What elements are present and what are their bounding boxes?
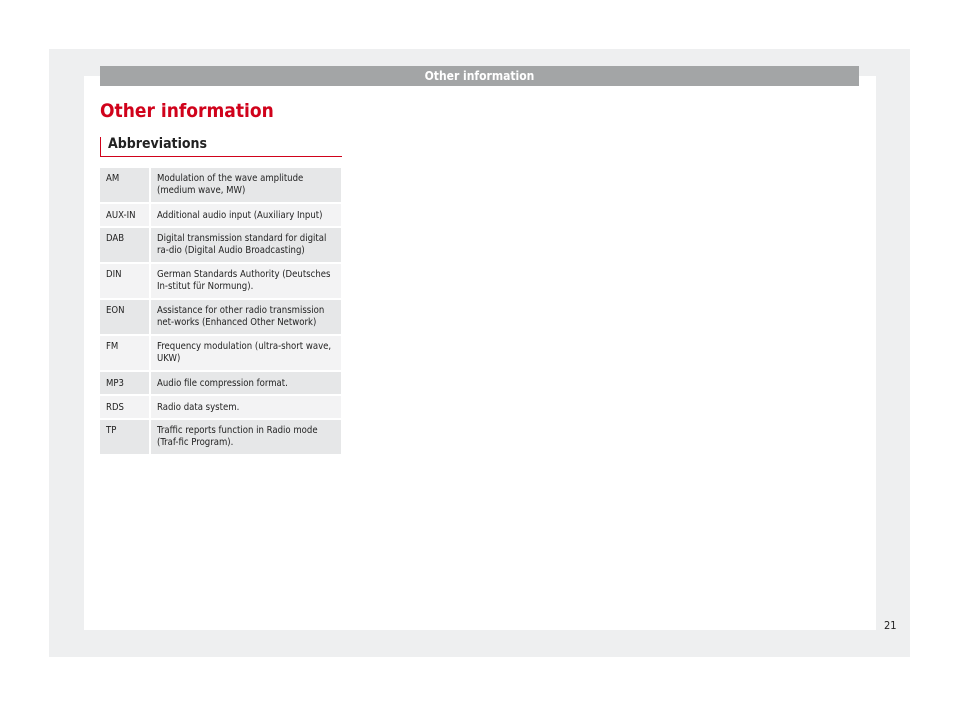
description-cell: German Standards Authority (Deutsches In-stitut für Normung). [150, 263, 341, 299]
table-row [100, 227, 341, 263]
description-cell: Radio data system. [150, 395, 341, 419]
abbreviation-cell: EON [100, 299, 150, 335]
page-number: 21 [884, 619, 897, 632]
abbreviations-table [100, 168, 341, 456]
table-row [100, 299, 341, 335]
description-cell: Assistance for other radio transmission net-works (Enhanced Other Network) [150, 299, 341, 335]
abbreviation-cell: TP [100, 419, 150, 455]
abbreviation-cell: MP3 [100, 371, 150, 395]
table-row [100, 395, 341, 419]
description-cell: Modulation of the wave amplitude (medium wave, MW) [150, 168, 341, 203]
abbreviation-cell: DIN [100, 263, 150, 299]
section-title: Abbreviations [108, 136, 208, 152]
table-row [100, 263, 341, 299]
table-row [100, 371, 341, 395]
description-cell: Additional audio input (Auxiliary Input) [150, 203, 341, 227]
abbreviation-cell: RDS [100, 395, 150, 419]
description-cell: Digital transmission standard for digital ra-dio (Digital Audio Broadcasting) [150, 227, 341, 263]
description-cell: Traffic reports function in Radio mode (Traf-fic Program). [150, 419, 341, 455]
running-header: Other information [100, 66, 859, 86]
description-cell: Audio file compression format. [150, 371, 341, 395]
abbreviation-cell: AUX-IN [100, 203, 150, 227]
table-row [100, 335, 341, 371]
table-row [100, 203, 341, 227]
abbreviation-cell: AM [100, 168, 150, 203]
abbreviation-cell: FM [100, 335, 150, 371]
section-heading [100, 137, 342, 157]
table-row [100, 419, 341, 455]
description-cell: Frequency modulation (ultra-short wave, UKW) [150, 335, 341, 371]
page-title: Other information [100, 100, 274, 122]
table-row [100, 168, 341, 203]
abbreviation-cell: DAB [100, 227, 150, 263]
